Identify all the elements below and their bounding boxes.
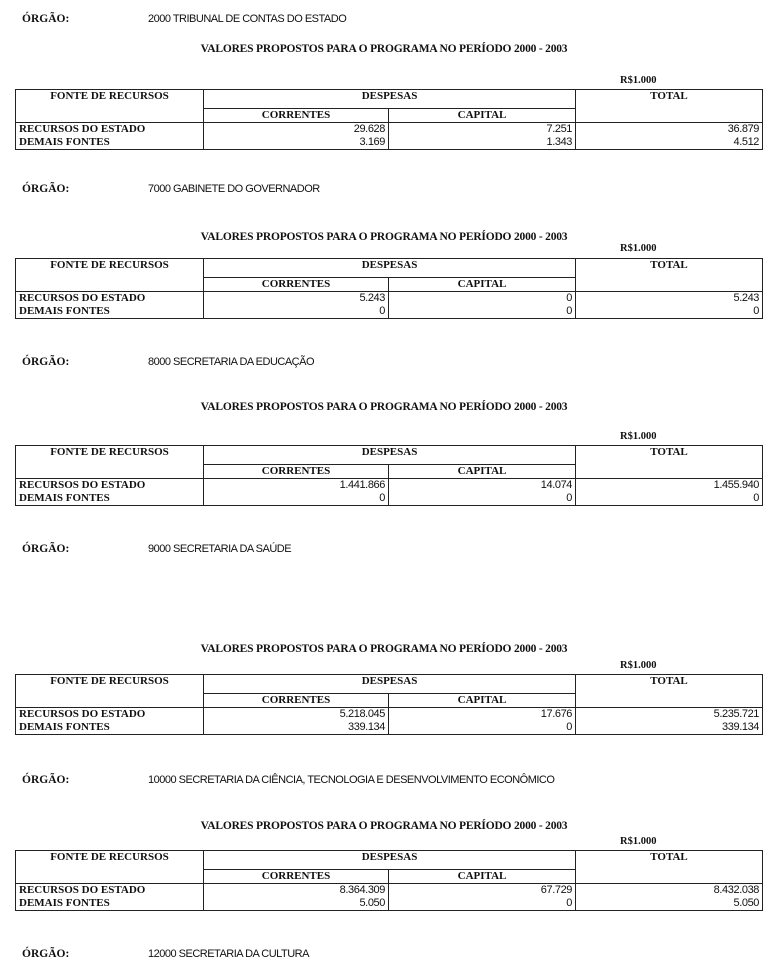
header-despesas: DESPESAS (204, 90, 576, 109)
header-total: TOTAL (576, 90, 763, 123)
header-correntes: CORRENTES (204, 694, 389, 708)
program-title: VALORES PROPOSTOS PARA O PROGRAMA NO PERÍODO 2000 - 2003 (200, 231, 568, 243)
total-value: 0 (576, 492, 763, 506)
header-row (16, 90, 763, 109)
unit-label: R$1.000 (620, 431, 657, 442)
capital-value: 0 (389, 305, 576, 319)
total-value: 1.455.940 (576, 479, 763, 493)
capital-value: 7.251 (389, 123, 576, 137)
correntes-value: 339.134 (204, 721, 389, 735)
row-label: RECURSOS DO ESTADO (16, 292, 204, 306)
budget-table (15, 674, 763, 735)
header-correntes: CORRENTES (204, 465, 389, 479)
orgao-name: 8000 SECRETARIA DA EDUCAÇÃO (148, 356, 315, 368)
table-row (16, 305, 763, 319)
total-value: 8.432.038 (576, 884, 763, 898)
header-row (16, 446, 763, 465)
budget-table (15, 850, 763, 911)
correntes-value: 29.628 (204, 123, 389, 137)
program-title: VALORES PROPOSTOS PARA O PROGRAMA NO PERÍODO 2000 - 2003 (200, 820, 568, 832)
orgao-line (22, 13, 346, 25)
header-row (16, 675, 763, 694)
header-fonte: FONTE DE RECURSOS (16, 446, 204, 479)
program-title: VALORES PROPOSTOS PARA O PROGRAMA NO PERÍODO 2000 - 2003 (200, 401, 568, 413)
orgao-name: 10000 SECRETARIA DA CIÊNCIA, TECNOLOGIA E DESENVOLVIMENTO ECONÔMICO (148, 774, 555, 786)
header-fonte: FONTE DE RECURSOS (16, 259, 204, 292)
unit-label: R$1.000 (620, 660, 657, 671)
header-capital: CAPITAL (389, 278, 576, 292)
orgao-line (22, 774, 554, 786)
table-row (16, 897, 763, 911)
capital-value: 1.343 (389, 136, 576, 150)
header-fonte: FONTE DE RECURSOS (16, 851, 204, 884)
row-label: RECURSOS DO ESTADO (16, 708, 204, 722)
orgao-line (22, 183, 320, 195)
header-total: TOTAL (576, 259, 763, 292)
correntes-value: 5.050 (204, 897, 389, 911)
correntes-value: 3.169 (204, 136, 389, 150)
row-label: DEMAIS FONTES (16, 721, 204, 735)
total-value: 4.512 (576, 136, 763, 150)
row-label: DEMAIS FONTES (16, 136, 204, 150)
orgao-line (22, 543, 291, 555)
correntes-value: 5.243 (204, 292, 389, 306)
program-title: VALORES PROPOSTOS PARA O PROGRAMA NO PERÍODO 2000 - 2003 (200, 43, 568, 55)
orgao-label: ÓRGÃO: (22, 356, 70, 368)
header-row (16, 259, 763, 278)
row-label: RECURSOS DO ESTADO (16, 479, 204, 493)
correntes-value: 0 (204, 305, 389, 319)
table-row (16, 123, 763, 137)
orgao-name: 9000 SECRETARIA DA SAÚDE (148, 543, 292, 555)
orgao-label: ÓRGÃO: (22, 774, 70, 786)
program-title: VALORES PROPOSTOS PARA O PROGRAMA NO PERÍODO 2000 - 2003 (200, 643, 568, 655)
total-value: 5.235.721 (576, 708, 763, 722)
unit-label: R$1.000 (620, 75, 657, 86)
table-row (16, 884, 763, 898)
header-despesas: DESPESAS (204, 259, 576, 278)
total-value: 339.134 (576, 721, 763, 735)
table-row (16, 492, 763, 506)
header-capital: CAPITAL (389, 870, 576, 884)
orgao-name: 2000 TRIBUNAL DE CONTAS DO ESTADO (148, 13, 347, 25)
total-value: 5.243 (576, 292, 763, 306)
total-value: 36.879 (576, 123, 763, 137)
budget-table (15, 258, 763, 319)
capital-value: 14.074 (389, 479, 576, 493)
header-capital: CAPITAL (389, 694, 576, 708)
header-capital: CAPITAL (389, 465, 576, 479)
header-total: TOTAL (576, 675, 763, 708)
orgao-label: ÓRGÃO: (22, 543, 70, 555)
row-label: DEMAIS FONTES (16, 492, 204, 506)
unit-label: R$1.000 (620, 243, 657, 254)
capital-value: 17.676 (389, 708, 576, 722)
header-total: TOTAL (576, 851, 763, 884)
total-value: 5.050 (576, 897, 763, 911)
table-row (16, 708, 763, 722)
header-despesas: DESPESAS (204, 675, 576, 694)
header-row (16, 851, 763, 870)
unit-label: R$1.000 (620, 836, 657, 847)
header-total: TOTAL (576, 446, 763, 479)
orgao-line (22, 356, 314, 368)
capital-value: 0 (389, 292, 576, 306)
capital-value: 0 (389, 897, 576, 911)
row-label: RECURSOS DO ESTADO (16, 884, 204, 898)
orgao-label: ÓRGÃO: (22, 948, 70, 960)
capital-value: 0 (389, 492, 576, 506)
correntes-value: 5.218.045 (204, 708, 389, 722)
table-row (16, 721, 763, 735)
header-despesas: DESPESAS (204, 851, 576, 870)
orgao-label: ÓRGÃO: (22, 183, 70, 195)
header-fonte: FONTE DE RECURSOS (16, 675, 204, 708)
header-despesas: DESPESAS (204, 446, 576, 465)
orgao-label: ÓRGÃO: (22, 13, 70, 25)
header-correntes: CORRENTES (204, 109, 389, 123)
header-correntes: CORRENTES (204, 278, 389, 292)
capital-value: 67.729 (389, 884, 576, 898)
table-row (16, 136, 763, 150)
correntes-value: 8.364.309 (204, 884, 389, 898)
correntes-value: 0 (204, 492, 389, 506)
header-correntes: CORRENTES (204, 870, 389, 884)
table-row (16, 479, 763, 493)
row-label: RECURSOS DO ESTADO (16, 123, 204, 137)
table-row (16, 292, 763, 306)
capital-value: 0 (389, 721, 576, 735)
header-fonte: FONTE DE RECURSOS (16, 90, 204, 123)
correntes-value: 1.441.866 (204, 479, 389, 493)
budget-table (15, 445, 763, 506)
header-capital: CAPITAL (389, 109, 576, 123)
orgao-line (22, 948, 309, 960)
row-label: DEMAIS FONTES (16, 305, 204, 319)
total-value: 0 (576, 305, 763, 319)
row-label: DEMAIS FONTES (16, 897, 204, 911)
orgao-name: 12000 SECRETARIA DA CULTURA (148, 948, 309, 960)
budget-table (15, 89, 763, 150)
orgao-name: 7000 GABINETE DO GOVERNADOR (148, 183, 320, 195)
